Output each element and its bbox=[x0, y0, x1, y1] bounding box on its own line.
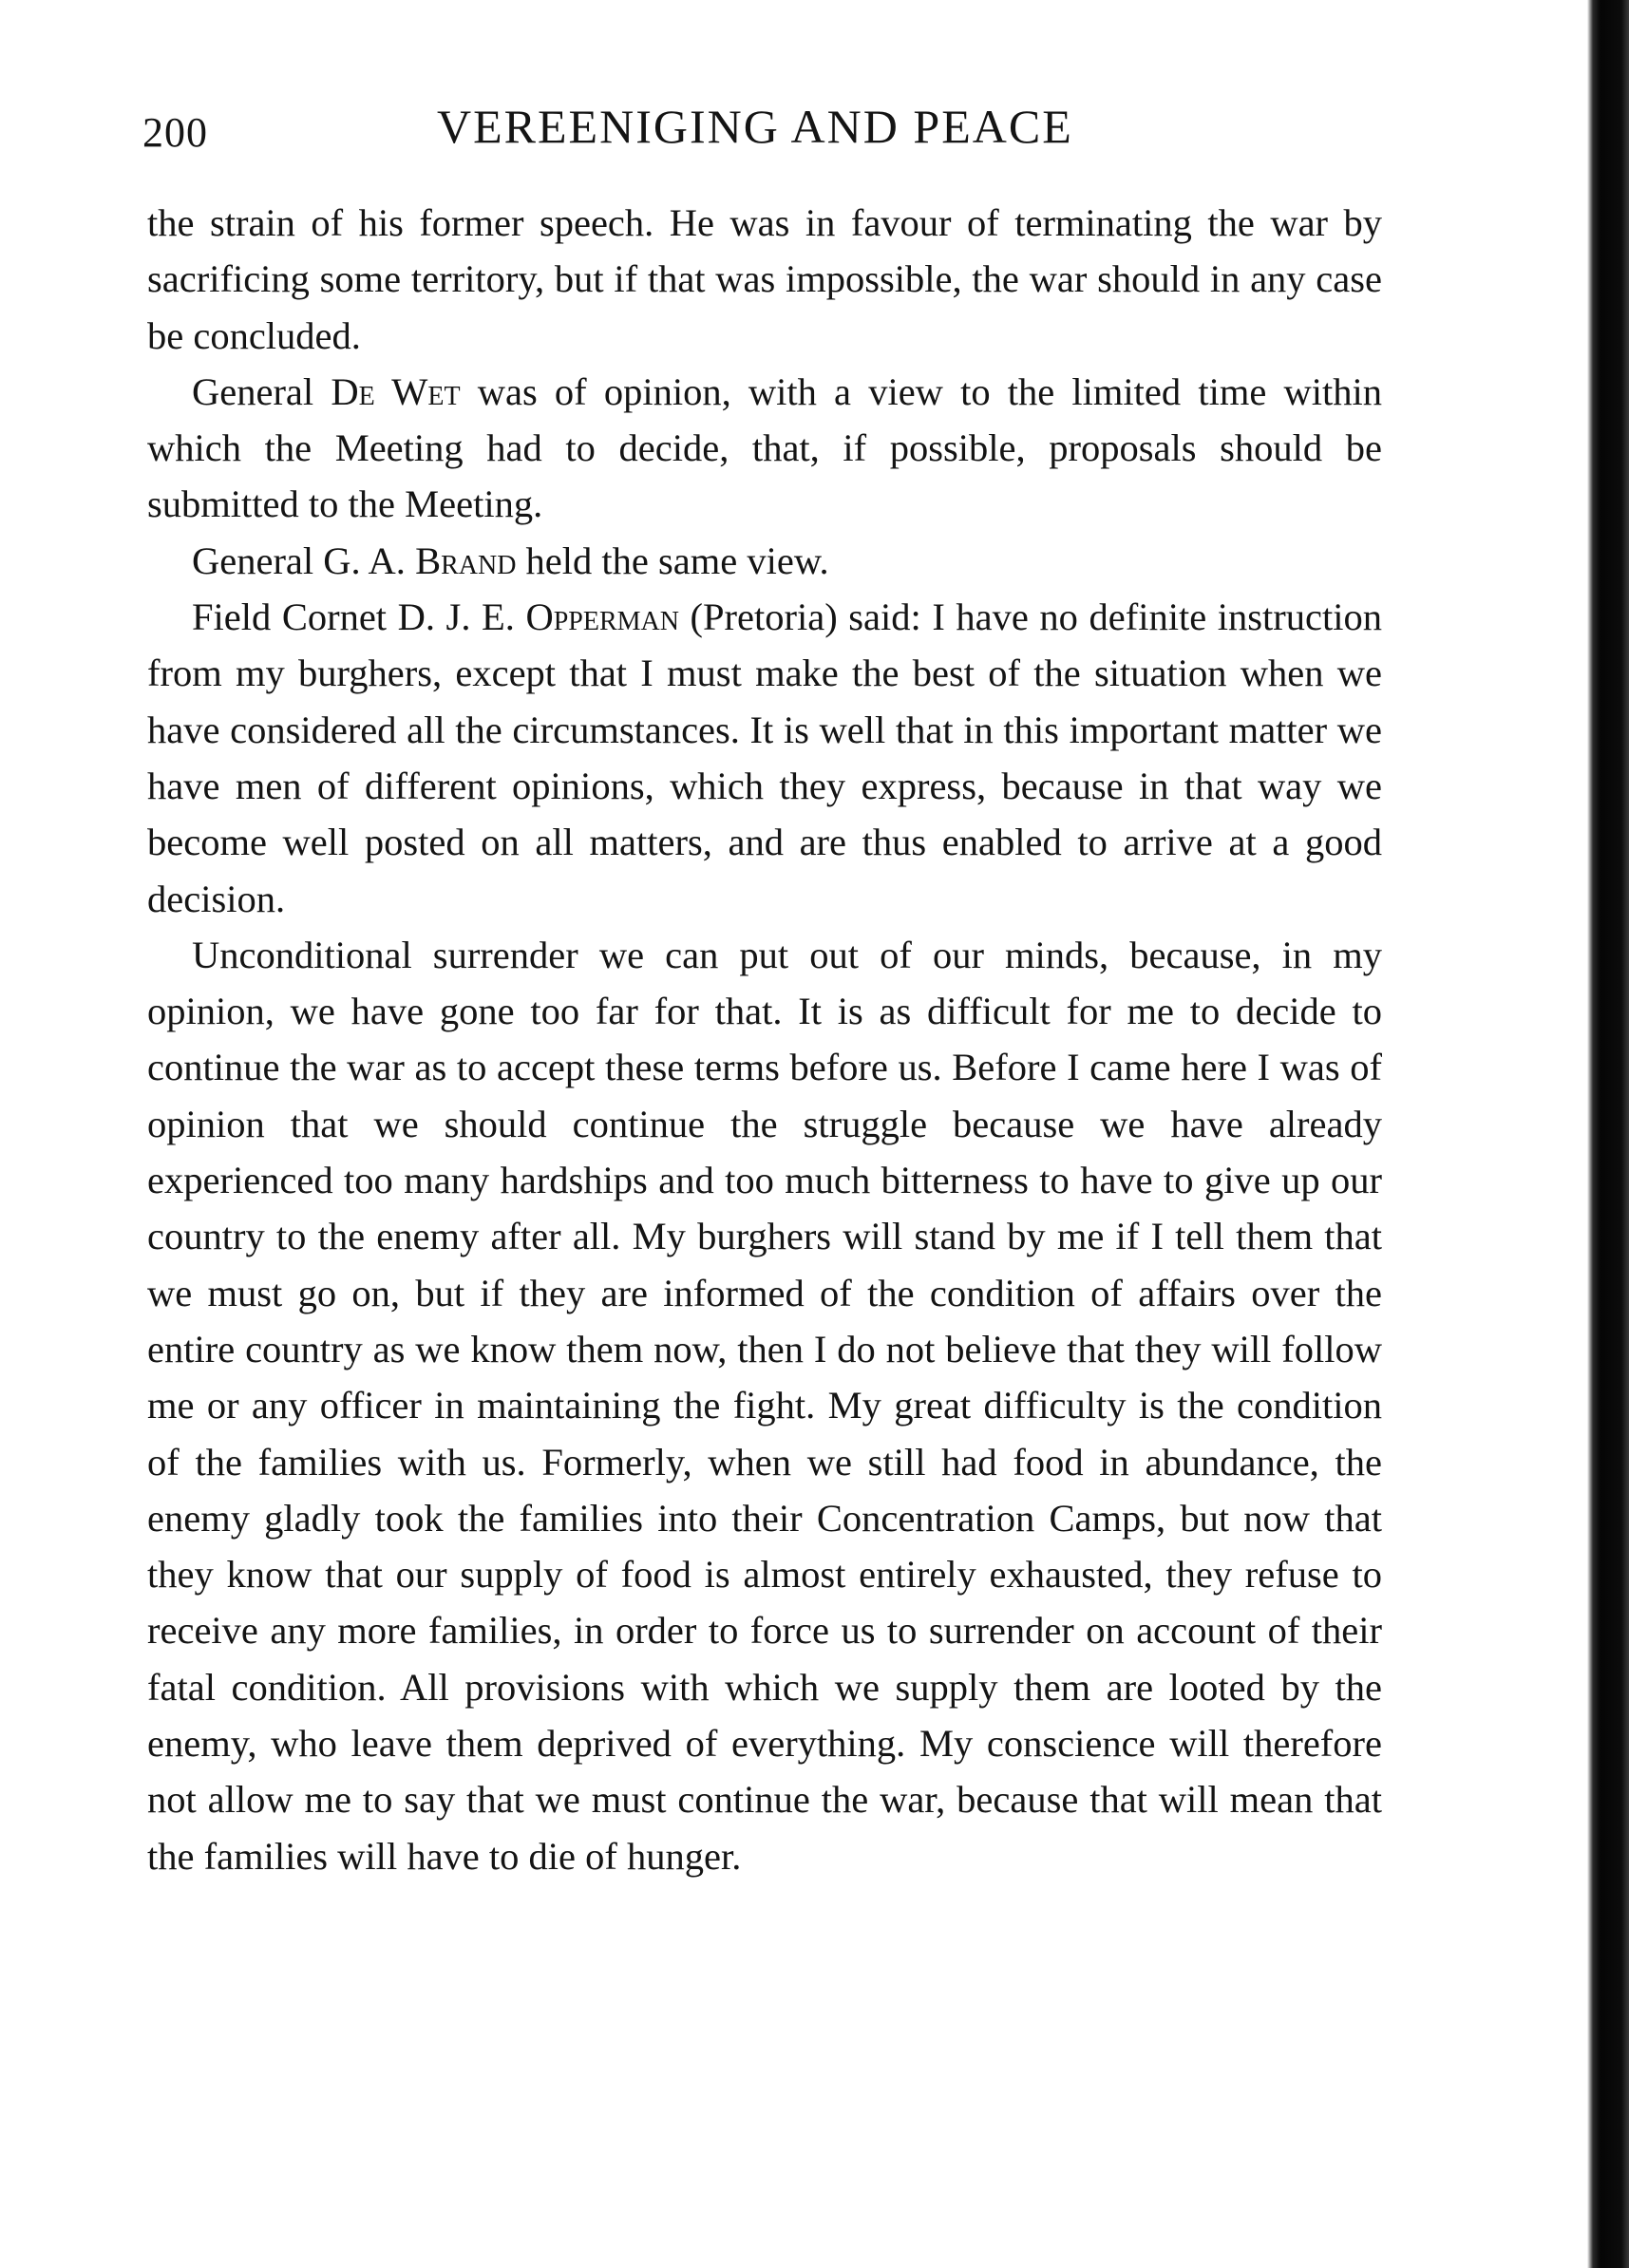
speaker-name: De Wet bbox=[331, 369, 461, 413]
paragraph-brand bbox=[147, 533, 1382, 589]
paragraph-lead: General G. A. bbox=[192, 539, 416, 582]
paragraph-lead: General bbox=[192, 369, 331, 413]
speaker-name: Brand bbox=[415, 539, 517, 582]
running-head bbox=[142, 99, 1387, 165]
speaker-name: Opperman bbox=[525, 595, 679, 639]
paragraph-de-wet bbox=[147, 364, 1382, 533]
running-title: VEREENIGING AND PEACE bbox=[437, 100, 1073, 153]
paragraph-rest: held the same view. bbox=[516, 539, 829, 582]
scanned-page-edge bbox=[1587, 0, 1629, 2268]
paragraph-continuation: the strain of his former speech. He was in favour of terminating the war by sacrificing some territory, but if that was impossible, the war should in any case be concluded. bbox=[147, 201, 1382, 357]
body-text bbox=[147, 195, 1382, 1884]
paragraph-rest: (Pretoria) said: I have no definite instruction from my burghers, except that I must make the best of the situation when we have considered all the circumstances. It is well that in this important matter we have men of different opinions, which they express, because in that way we become well posted on all matters, and are thus enabled to arrive at a good decision. bbox=[147, 595, 1382, 920]
paragraph-rest: was of opinion, with a view to the limited time within which the Meeting had to decide, that, if possible, proposals should be submitted to the Meeting. bbox=[147, 369, 1382, 526]
paragraph-unconditional-surrender: Unconditional surrender we can put out of our minds, because, in my opinion, we have gone too far for that. It is as difficult for me to decide to continue the war as to accept these terms before us. Before I came here I was of opinion that we should continue the struggle because we have already experienced too many hardships and too much bitterness to have to give up our country to the enemy after all. My burghers will stand by me if I tell them that we must go on, but if they are informed of the condition of affairs over the entire country as we know them now, then I do not believe that they will follow me or any officer in maintaining the fight. My great difficulty is the condition of the families with us. Formerly, when we still had food in abundance, the enemy gladly took the families into their Concentration Camps, but now that they know that our supply of food is almost entirely exhausted, they refuse to receive any more families, in order to force us to surrender on account of their fatal condition. All provisions with which we supply them are looted by the enemy, who leave them deprived of everything. My conscience will therefore not allow me to say that we must continue the war, because that will mean that the families will have to die of hunger. bbox=[147, 933, 1382, 1878]
paragraph-lead: Field Cornet D. J. E. bbox=[192, 595, 526, 639]
paragraph-opperman bbox=[147, 589, 1382, 927]
page-number: 200 bbox=[142, 109, 208, 156]
